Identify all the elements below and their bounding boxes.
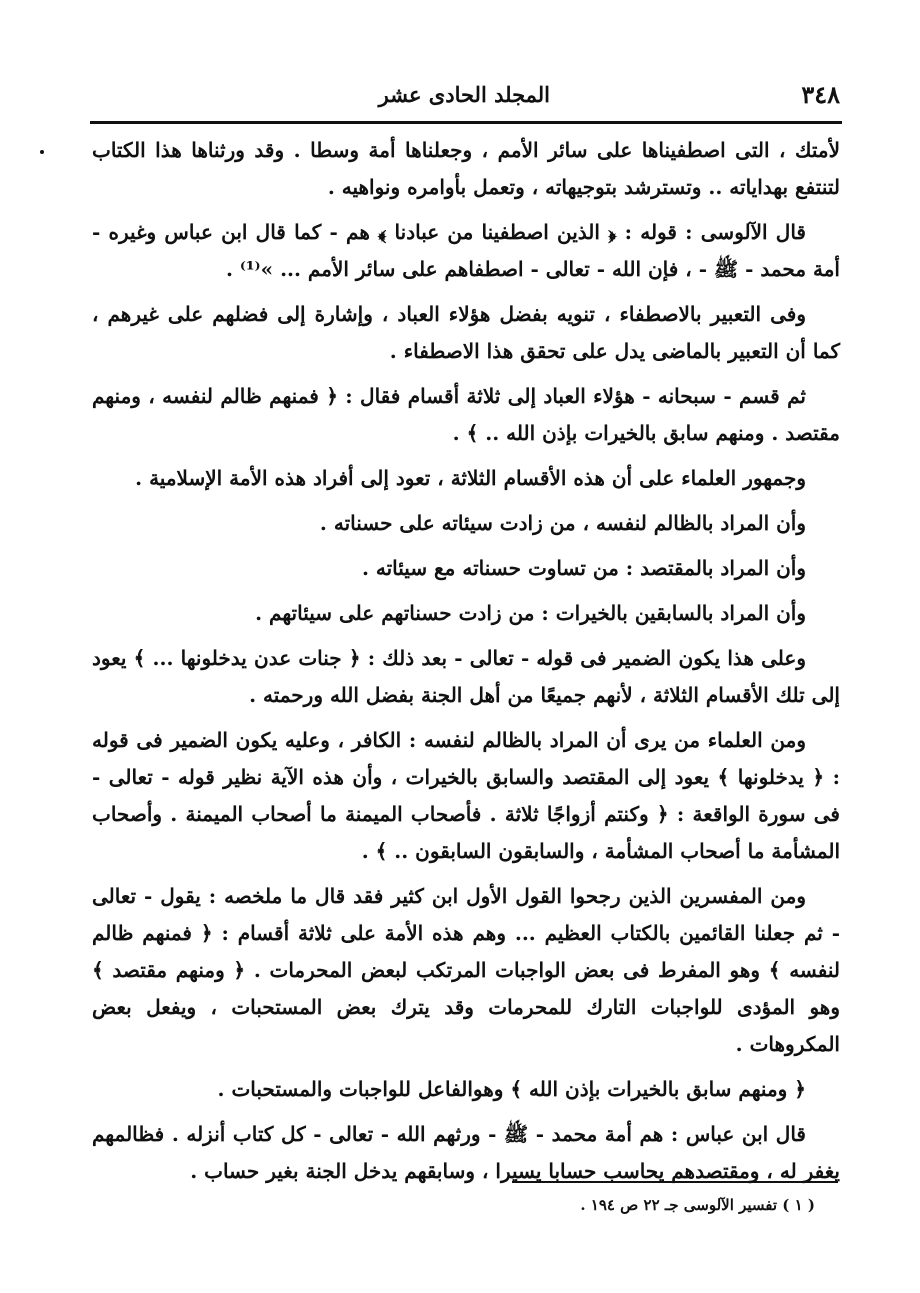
- body-text: [92, 132, 840, 1198]
- paragraph: قال ابن عباس : هم أمة محمد - ﷺ - ورثهم الله - تعالى - كل كتاب أنزله . فظالمهم يغفر له ، ومقتصدهم يحاسب حسابا يسيرا ، وسابقهم يدخل الجنة بغير حساب .: [92, 1122, 840, 1183]
- paragraph: لأمتك ، التى اصطفيناها على سائر الأمم ، وجعلناها أمة وسطا . وقد ورثناها هذا الكتاب لتنتفع بهداياته .. وتسترشد بتوجيهاته ، وتعمل بأوامره ونواهيه .: [92, 138, 840, 199]
- scan-speck: [40, 150, 44, 154]
- paragraph: ومن العلماء من يرى أن المراد بالظالم لنفسه : الكافر ، وعليه يكون الضمير فى قوله : ﴿ يدخلونها ﴾ يعود إلى المقتصد والسابق بالخيرات ، وأن هذه الآية نظير قوله - تعالى - فى سورة الواقعة : ﴿ وكنتم أزواجًا ثلاثة . فأصحاب الميمنة ما أصحاب الميمنة . وأصحاب المشأمة ما أصحاب المشأمة ، والسابقون السابقون .. ﴾ .: [92, 728, 840, 863]
- paragraph: وجمهور العلماء على أن هذه الأقسام الثلاثة ، تعود إلى أفراد هذه الأمة الإسلامية .: [135, 466, 806, 490]
- footnote: ( ١ ) تفسير الآلوسى جـ ٢٢ ص ١٩٤ .: [580, 1196, 815, 1214]
- paragraph: وأن المراد بالسابقين بالخيرات : من زادت حسناتهم على سيئاتهم .: [255, 601, 806, 625]
- paragraph: وأن المراد بالظالم لنفسه ، من زادت سيئاته على حسناته .: [319, 511, 806, 535]
- paragraph: وفى التعبير بالاصطفاء ، تنويه بفضل هؤلاء العباد ، وإشارة إلى فضلهم على غيرهم ، كما أن التعبير بالماضى يدل على تحقق هذا الاصطفاء .: [92, 302, 840, 363]
- paragraph: وعلى هذا يكون الضمير فى قوله - تعالى - بعد ذلك : ﴿ جنات عدن يدخلونها ... ﴾ يعود إلى تلك الأقسام الثلاثة ، لأنهم جميعًا من أهل الجنة بفضل الله ورحمته .: [92, 646, 840, 707]
- header-rule: [90, 121, 842, 124]
- paragraph: ثم قسم - سبحانه - هؤلاء العباد إلى ثلاثة أقسام فقال : ﴿ فمنهم ظالم لنفسه ، ومنهم مقتصد . ومنهم سابق بالخيرات بإذن الله .. ﴾ .: [92, 384, 840, 445]
- page-number: ٣٤٨: [801, 80, 840, 109]
- running-head: [92, 80, 840, 120]
- paragraph: ومن المفسرين الذين رجحوا القول الأول ابن كثير فقد قال ما ملخصه : يقول - تعالى - ثم جعلنا القائمين بالكتاب العظيم ... وهم هذه الأمة على ثلاثة أقسام : ﴿ فمنهم ظالم لنفسه ﴾ وهو المفرط فى بعض الواجبات المرتكب لبعض المحرمات . ﴿ ومنهم مقتصد ﴾ وهو المؤدى للواجبات التارك للمحرمات وقد يترك بعض المستحبات ، ويفعل بعض المكروهات .: [92, 884, 840, 1056]
- footnote-rule: [512, 1181, 838, 1183]
- paragraph: وأن المراد بالمقتصد : من تساوت حسناته مع سيئاته .: [361, 556, 806, 580]
- paragraph: ﴿ ومنهم سابق بالخيرات بإذن الله ﴾ وهوالفاعل للواجبات والمستحبات .: [217, 1077, 806, 1101]
- paragraph: قال الآلوسى : قوله : ﴿ الذين اصطفينا من عبادنا ﴾ هم - كما قال ابن عباس وغيره - أمة محمد - ﷺ - ، فإن الله - تعالى - اصطفاهم على سائر الأمم ... »⁽¹⁾ .: [92, 220, 840, 281]
- volume-title: المجلد الحادى عشر: [378, 82, 550, 107]
